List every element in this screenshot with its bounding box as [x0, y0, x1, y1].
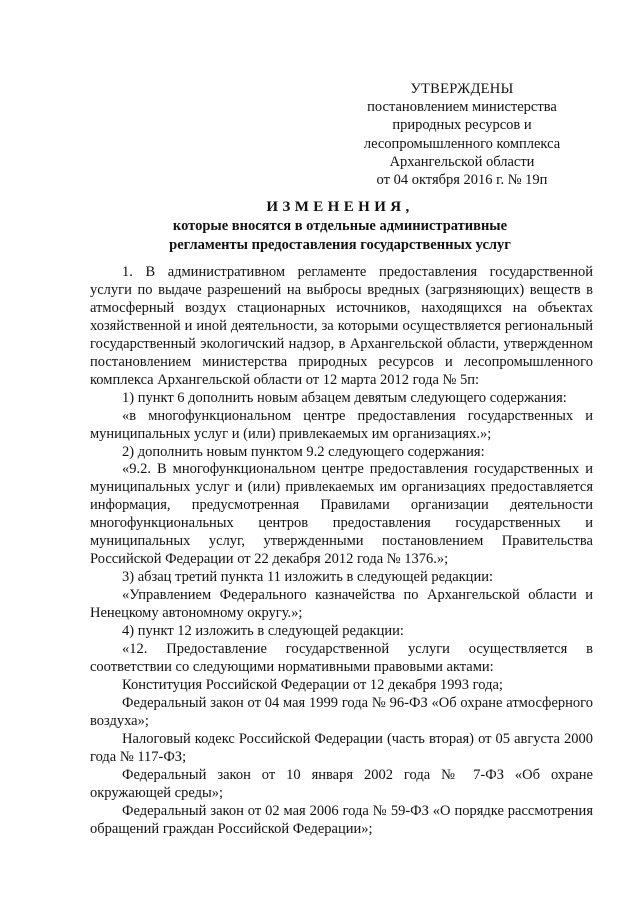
paragraph-subitem-1: 1) пункт 6 дополнить новым абзацем девятым следующего содержания:	[122, 389, 567, 406]
document-heading	[90, 198, 590, 254]
approval-line: лесопромышленного комплекса	[363, 135, 561, 152]
paragraph-quote: «в многофункциональном центре предоставления государственных и муниципальных услуг и (или) привлекаемых им организациях.»;	[90, 407, 593, 442]
approval-stamp-block	[330, 80, 594, 189]
document-title: ИЗМЕНЕНИЯ,	[266, 199, 414, 215]
approval-line: Архангельской области	[389, 153, 535, 170]
legal-act-item: Налоговый кодекс Российской Федерации (часть вторая) от 05 августа 2000 года № 117-ФЗ;	[90, 730, 593, 765]
document-body	[90, 264, 593, 839]
approval-title: УТВЕРЖДЕНЫ	[410, 81, 514, 97]
approval-date-line: от 04 октября 2016 г. № 19п	[376, 172, 548, 189]
legal-act-item: Федеральный закон от 10 января 2002 года № 7-ФЗ «Об охране окружающей среды»;	[90, 766, 593, 801]
paragraph-quote: «9.2. В многофункциональном центре предоставления государственных и муниципальных услуг и (или) привлекаемых им организациях предоставляется информация, предусмотренная Правилами организации деятельности многофункциональных центров предоставления государственных и муниципальных услуг, утвержденными постановлением Правительства Российской Федерации от 22 декабря 2012 года № 1376.»;	[90, 461, 593, 568]
paragraph-quote: «12. Предоставление государственной услуги осуществляется в соответствии со следующими нормативными правовыми актами:	[90, 641, 593, 675]
legal-act-item: Конституция Российской Федерации от 12 декабря 1993 года;	[122, 676, 503, 693]
paragraph-quote: «Управлением Федерального казначейства по Архангельской области и Ненецкому автономному округу.»;	[90, 587, 593, 622]
legal-act-item: Федеральный закон от 04 мая 1999 года № 96-ФЗ «Об охране атмосферного воздуха»;	[90, 694, 593, 729]
approval-line: постановлением министерства	[367, 99, 557, 116]
paragraph-subitem-3: 3) абзац третий пункта 11 изложить в следующей редакции:	[122, 569, 493, 586]
paragraph-subitem-4: 4) пункт 12 изложить в следующей редакции:	[122, 623, 404, 640]
document-subtitle-line: которые вносятся в отдельные административные	[172, 218, 508, 234]
document-subtitle-line: регламенты предоставления государственных услуг	[169, 236, 511, 253]
paragraph-item-1: 1. В административном регламенте предоставления государственной услуги по выдаче разрешений на выбросы вредных (загрязняющих) веществ в атмосферный воздух стационарных источников, находящихся на объектах хозяйственной и иной деятельности, за которыми осуществляется региональный государственный экологичский надзор, в Архангельской области, утвержденном постановлением министерства природных ресурсов и лесопромышленного комплекса Архангельской области от 12 марта 2012 года № 5п:	[90, 264, 593, 388]
legal-act-item: Федеральный закон от 02 мая 2006 года № 59-ФЗ «О порядке рассмотрения обращений граждан Российской Федерации»;	[90, 802, 593, 837]
approval-line: природных ресурсов и	[392, 117, 532, 134]
paragraph-subitem-2: 2) дополнить новым пунктом 9.2 следующего содержания:	[122, 443, 485, 460]
